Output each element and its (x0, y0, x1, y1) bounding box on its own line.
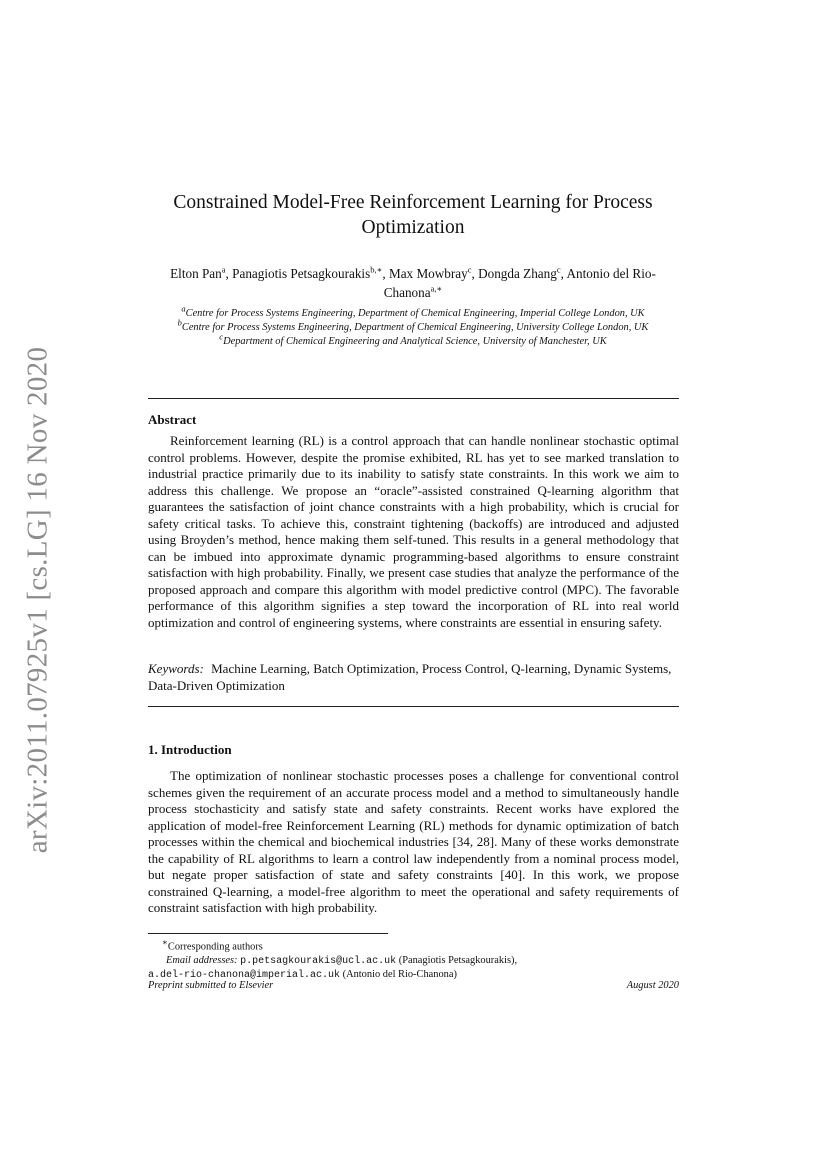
author[interactable]: Max Mowbray$^c$ (388, 264, 472, 281)
paper-title: Constrained Model-Free Reinforcement Learning for Process Optimization (173, 192, 653, 238)
keywords-label: Keywords: (148, 661, 204, 676)
preprint-note: Preprint submitted to Elsevier (148, 980, 274, 991)
author[interactable]: Antonio del Rio-Chanona$^{a,∗}$ (383, 266, 656, 300)
email-link[interactable]: p.petsagkourakis@ucl.ac.uk (240, 955, 397, 967)
footnote-emails: Email addresses: p.petsagkourakis@ucl.ac.uk (Panagiotis Petsagkourakis), (166, 954, 518, 967)
arxiv-stamp: arXiv:2011.07925v1 [cs.LG] 16 Nov 2020 (21, 346, 54, 854)
footnote-divider (148, 933, 388, 934)
footnote-emails-cont: a.del-rio-chanona@imperial.ac.uk (Antonio del Rio-Chanona) (148, 969, 457, 982)
author[interactable]: Dongda Zhang$^c$ (478, 264, 561, 281)
abstract-heading: Abstract (148, 412, 197, 427)
divider-bottom (148, 706, 679, 707)
affiliations (148, 303, 678, 349)
keywords-text: Machine Learning, Batch Optimization, Process Control, Q-learning, Dynamic Systems, Data-Driven Optimization (148, 661, 672, 693)
section-heading-introduction: 1. Introduction (148, 742, 232, 757)
author[interactable]: Panagiotis Petsagkourakis$^{b,∗}$ (232, 264, 383, 281)
email-link[interactable]: a.del-rio-chanona@imperial.ac.uk (148, 970, 341, 982)
footnote-corresponding: ∗Corresponding authors (162, 937, 263, 953)
author-list: Elton Pan$^a$, Panagiotis Petsagkourakis$^{b,∗}$, Max Mowbray$^c$, Dongda Zhang$^c$, Antonio del Rio-Chanona$^{a,∗}$ (170, 264, 656, 300)
divider-top (148, 398, 679, 399)
introduction-text: The optimization of nonlinear stochastic processes poses a challenge for conventional control schemes given the requirement of an accurate process model and a method to simultaneously handle process stochasticity and satisfy state and safety constraints. Recent works have explored the application of model-free Reinforcement Learning (RL) methods for dynamic optimization of batch processes within the chemical and biochemical industries [34, 28]. Many of these works demonstrate the capability of RL algorithms to learn a control law independently from a nominal process model, but negate proper satisfaction of state and safety constraints [40]. In this work, we propose constrained Q-learning, a model-free algorithm to meet the operational and safety requirements of constraint satisfaction with high probability. (148, 768, 679, 915)
keywords (148, 661, 679, 694)
footnotes (148, 936, 679, 983)
affiliation: $^b$Centre for Process Systems Engineering, Department of Chemical Engineering, University College London, UK (177, 317, 649, 333)
affiliation: $^c$Department of Chemical Engineering and Analytical Science, University of Manchester, UK (219, 331, 607, 347)
author[interactable]: Elton Pan$^a$ (170, 264, 226, 281)
affiliation: $^a$Centre for Process Systems Engineering, Department of Chemical Engineering, Imperial College London, UK (181, 303, 645, 319)
abstract-text: Reinforcement learning (RL) is a control approach that can handle nonlinear stochastic optimal control problems. However, despite the promise exhibited, RL has yet to see marked translation to industrial practice primarily due to its inability to satisfy state constraints. In this work we aim to address this challenge. We propose an “oracle”-assisted constrained Q-learning algorithm that guarantees the satisfaction of joint chance constraints with a high probability, which is crucial for safety critical tasks. To achieve this, constraint tightening (backoffs) are introduced and adjusted using Broyden’s method, hence making them self-tuned. This results in a general methodology that can be imbued into approximate dynamic programming-based algorithms to ensure constraint satisfaction with high probability. Finally, we present case studies that analyze the performance of the proposed approach and compare this algorithm with model predictive control (MPC). The favorable performance of this algorithm signifies a step toward the incorporation of RL into real world optimization and control of engineering systems, where constraints are essential in ensuring safety. (148, 433, 679, 630)
preprint-date: August 2020 (626, 980, 679, 991)
